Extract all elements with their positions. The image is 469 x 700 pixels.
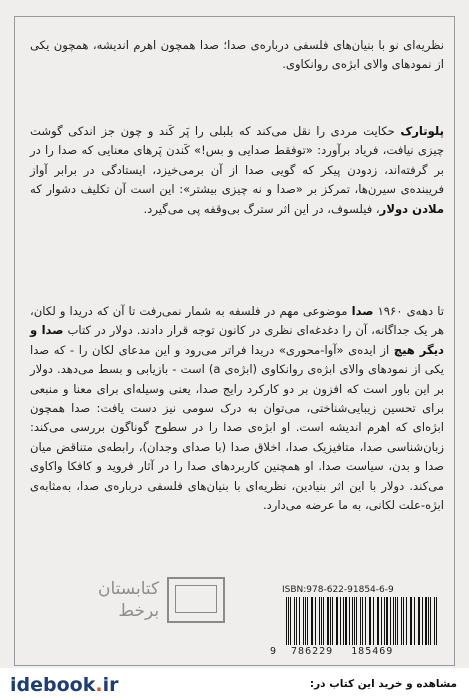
intro-paragraph: نظریه‌ای نو با بنیان‌های فلسفی درباره‌ی صدا؛ صدا همچون اهرم اندیشه، همچون یکی از نمودهای والای ابژه‌ی روانکاوی. bbox=[30, 38, 444, 72]
barcode-bar bbox=[299, 597, 300, 645]
barcode-digits bbox=[270, 646, 393, 657]
barcode-bar bbox=[312, 597, 313, 645]
isbn-label: ISBN:978-622-91854-6-9 bbox=[282, 585, 394, 595]
barcode bbox=[286, 597, 438, 645]
barcode-bar bbox=[345, 597, 346, 645]
site-tld: ir bbox=[102, 674, 119, 696]
barcode-bar bbox=[360, 597, 361, 645]
barcode-lead-digit: 9 bbox=[270, 646, 278, 657]
idebook-link[interactable] bbox=[10, 674, 118, 696]
barcode-bar bbox=[414, 597, 415, 645]
author-name: ملادن دولار bbox=[379, 201, 444, 216]
barcode-bar bbox=[336, 597, 337, 645]
description-paragraph: تا دهه‌ی ۱۹۶۰ صدا موضوعی مهم در فلسفه به شمار نمی‌رفت تا آن که دریدا و لکان، هر یک جداگانه، آن را دغدغه‌ای نظری در کانون توجه قرار دادند. دولار در کتاب صدا و دیگر هیچ از ایده‌ی «آوا-محوری» دریدا فراتر می‌رود و این مدعای لکان را - که صدا یکی از نمودهای والای ابژه‌ی روانکاوی (ابژه‌ی a) است - بازیابی و بسط می‌دهد. دولار بر این باور است که افزون بر دو کارکرد رایج صدا، یعنی وسیله‌ای برای معنا و منبعی برای تحسین زیبایی‌شناختی، می‌توان به درک سومی نیز دست یافت: صدا همچون ابژه‌ای که اهرم اندیشه است. او ابژه‌ی صدا را در سطوح گوناگون بررسی می‌کند: زبان‌شناسی صدا، متافیزیک صدا، اخلاق صدا (با صدای وجدان)، رابطه‌ی متناقض میان صدا و بدن، سیاست صدا. او همچنین کاربردهای صدا را در آثار فروید و کافکا واکاوی می‌کند. دولار با این اثر بنیادین، نظریه‌ای با بنیان‌های فلسفی درباره‌ی صدا، به‌مثابه‌ی ابژه-علت لکانی، به ما عرضه می‌دارد. bbox=[30, 304, 444, 513]
barcode-bar bbox=[406, 597, 407, 645]
barcode-bar bbox=[286, 597, 287, 645]
barcode-group-1: 786229 bbox=[291, 646, 334, 657]
publisher-logo bbox=[88, 573, 225, 627]
barcode-bar bbox=[343, 597, 344, 645]
barcode-bar bbox=[356, 597, 357, 645]
barcode-bar bbox=[365, 597, 366, 645]
barcode-bar bbox=[294, 597, 295, 645]
barcode-bar bbox=[315, 597, 316, 645]
barcode-bar bbox=[373, 597, 374, 645]
barcode-bar bbox=[425, 597, 426, 645]
barcode-bar bbox=[393, 597, 394, 645]
barcode-group-2: 185469 bbox=[351, 646, 394, 657]
publisher-line-2: برخط bbox=[118, 601, 160, 621]
voice-word: صدا bbox=[351, 304, 374, 318]
site-name: idebook bbox=[10, 674, 96, 696]
plutarch-name: پلوتارک bbox=[400, 124, 444, 138]
buy-this-book-text: مشاهده و خرید این کتاب در: bbox=[309, 678, 457, 690]
book-frame-icon bbox=[167, 577, 225, 623]
plutarch-paragraph: پلوتارک حکایت مردی را نقل می‌کند که بلبلی را پَر کَند و چون جز اندکی گوشت چیزی نیافت، فریاد برآورد: «توفقط صدایی و بس!» کَندن پَرهای معنایی که صدا را در بر گرفته‌اند، زدودن پیکر که گویی صدا از آن برمی‌خیزد، ایستادگی در برابر آواز فریبنده‌ی سیرن‌ها، تمرکز بر «صدا و نه چیزی بیشتر»: این است آن تکلیف دشوار که ملادن دولار، فیلسوف، در این اثر سترگ بی‌وقفه پی می‌گیرد. bbox=[30, 124, 444, 216]
barcode-bar bbox=[418, 597, 419, 645]
barcode-bar bbox=[323, 597, 324, 645]
barcode-bar bbox=[386, 597, 387, 645]
barcode-bar bbox=[327, 597, 328, 645]
publisher-name bbox=[98, 578, 159, 622]
barcode-bar bbox=[303, 597, 304, 645]
barcode-bar bbox=[384, 597, 385, 645]
barcode-bar bbox=[401, 597, 402, 645]
book-title: صدا و دیگر هیچ bbox=[30, 323, 444, 357]
publisher-line-1: کتابستان bbox=[98, 579, 160, 599]
site-dot: . bbox=[95, 674, 103, 696]
barcode-bar bbox=[434, 597, 435, 645]
